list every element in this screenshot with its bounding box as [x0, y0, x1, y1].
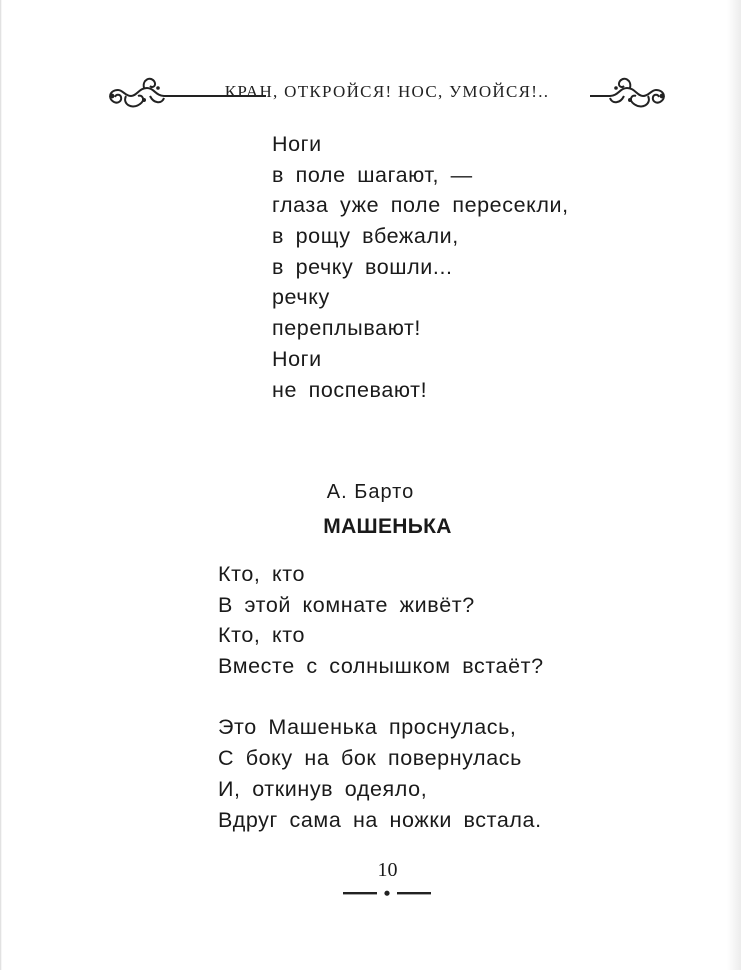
running-header: [104, 74, 670, 114]
poem-feet-and-eyes: [272, 129, 569, 405]
right-flourish-ornament-icon: [588, 74, 670, 114]
poem-title: МАШЕНЬКА: [323, 515, 452, 538]
poem-line: В этой комнате живёт?: [218, 592, 475, 617]
poem-line: переплывают!: [272, 316, 421, 341]
poem-line: И, откинув одеяло,: [218, 776, 428, 801]
poem-line: глаза уже поле пересекли,: [272, 193, 569, 218]
poem-line: Вместе с солнышком встаёт?: [218, 654, 544, 679]
page-number: 10: [377, 859, 398, 881]
poem-line: в речку вошли...: [272, 254, 453, 279]
left-flourish-ornament-icon: [104, 74, 186, 114]
poem-mashenka: [218, 559, 544, 835]
page-number-divider-icon: [343, 887, 431, 899]
poem-line: не поспевают!: [272, 377, 428, 402]
poem-line: Кто, кто: [218, 623, 306, 648]
poem-line: Это Машенька проснулась,: [218, 715, 517, 740]
poem-line: Кто, кто: [218, 562, 306, 586]
poem-author: А. Барто: [326, 481, 415, 503]
poem-line: в рощу вбежали,: [272, 224, 459, 249]
stanza-break: [218, 682, 544, 713]
poem-line: Ноги: [272, 346, 322, 371]
poem-line: речку: [272, 285, 330, 310]
poem-line: С боку на бок повернулась: [218, 746, 522, 771]
poem-line: Вдруг сама на ножки встала.: [218, 807, 542, 832]
running-title: КРАН, ОТКРОЙСЯ! НОС, УМОЙСЯ!..: [224, 82, 550, 101]
poem-line: Ноги: [272, 132, 322, 156]
poem-line: в поле шагают, —: [272, 162, 473, 187]
